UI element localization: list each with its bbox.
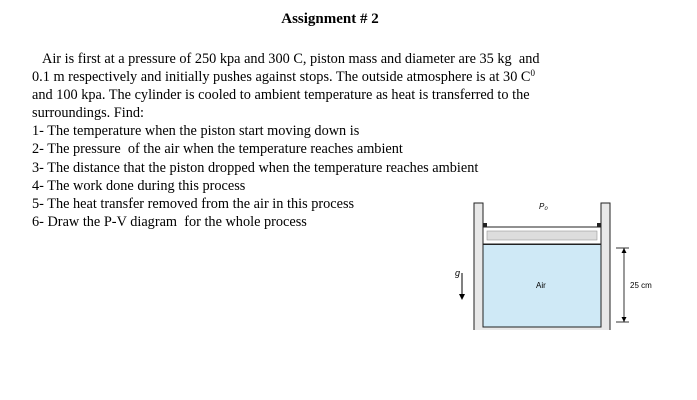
problem-line-1: Air is first at a pressure of 250 kpa and 300 C, piston mass and diameter are 35 kg and — [42, 51, 540, 67]
piston-cylinder-figure — [440, 190, 690, 330]
task-3: 3- The distance that the piston dropped when the temperature reaches ambient — [32, 159, 479, 176]
task-4: 4- The work done during this process — [32, 177, 246, 194]
assignment-title: Assignment # 2 — [281, 11, 379, 27]
task-1: 1- The temperature when the piston start moving down is — [32, 123, 360, 140]
gravity-label: g — [455, 268, 461, 278]
height-label: 25 cm — [630, 281, 652, 290]
problem-line-3: and 100 kpa. The cylinder is cooled to ambient temperature as heat is transferred to the — [32, 87, 530, 104]
piston-inner — [487, 231, 597, 240]
task-5: 5- The heat transfer removed from the air in this process — [32, 195, 355, 212]
task-6: 6- Draw the P-V diagram for the whole process — [32, 213, 307, 230]
left-stop — [483, 223, 487, 227]
degree-superscript: 0 — [530, 68, 535, 79]
right-stop — [597, 223, 601, 227]
height-dimension — [616, 248, 629, 322]
problem-line-2-text: 0.1 m respectively and initially pushes against stops. The outside atmosphere is at 30 C — [32, 69, 531, 86]
air-label: Air — [536, 281, 546, 290]
problem-line-2 — [32, 68, 632, 86]
task-2: 2- The pressure of the air when the temperature reaches ambient — [32, 141, 403, 158]
problem-line-4: surroundings. Find: — [32, 105, 145, 122]
atmosphere-pressure-label: P₀ — [539, 202, 548, 211]
